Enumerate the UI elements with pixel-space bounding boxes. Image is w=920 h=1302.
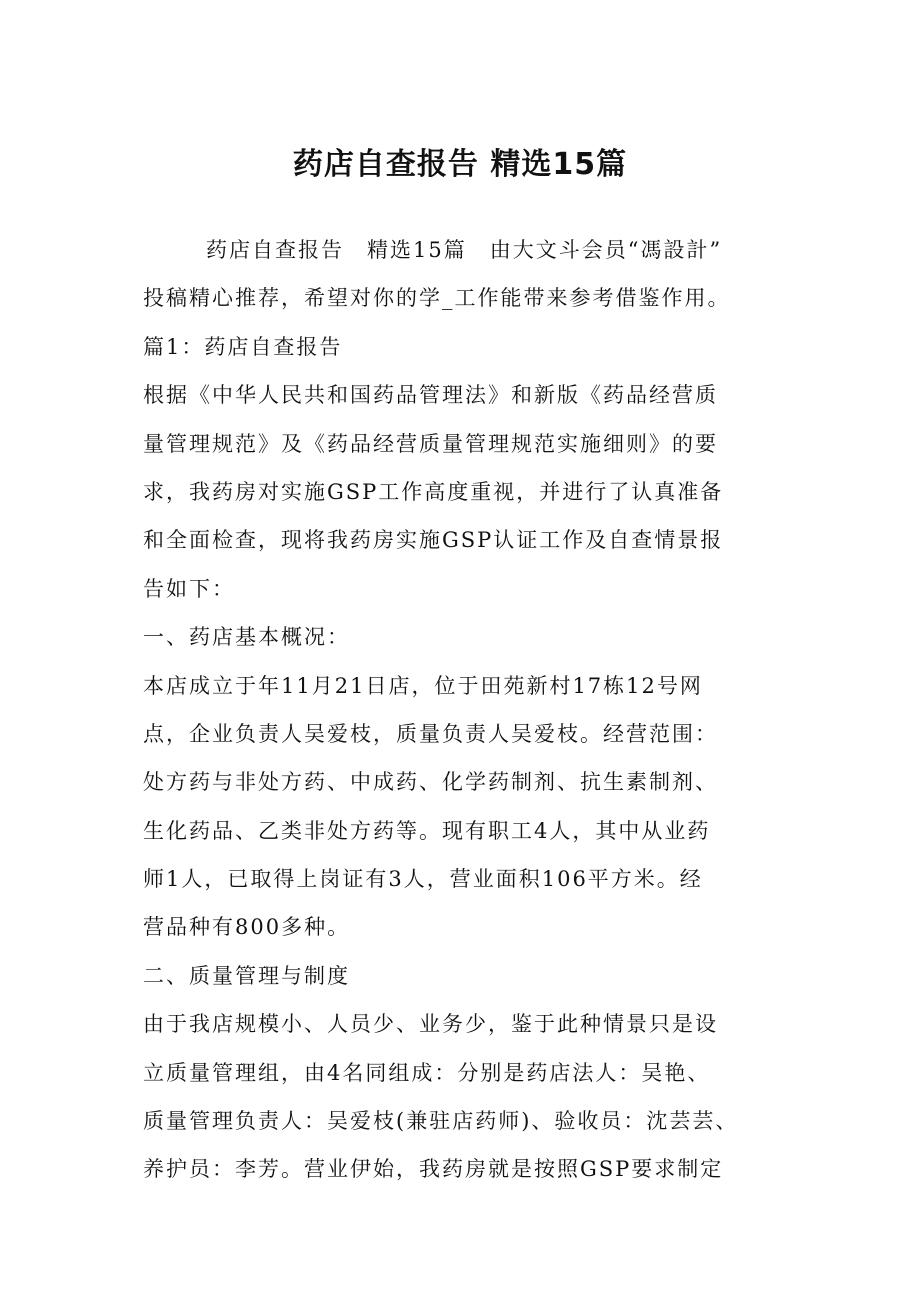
section-heading-part-1: 篇1：药店自查报告 <box>143 334 343 359</box>
section-heading-overview: 一、药店基本概况： <box>143 625 350 650</box>
paragraph-line: 和全面检查，现将我药房实施GSP认证工作及自查情景报 <box>143 528 724 553</box>
paragraph-line: 点，企业负责人吴爱枝，质量负责人吴爱枝。经营范围： <box>143 721 718 746</box>
document-body <box>143 226 783 1194</box>
paragraph-line: 由于我店规模小、人员少、业务少，鉴于此种情景只是设 <box>143 1012 718 1037</box>
paragraph-line: 立质量管理组，由4名同组成：分别是药店法人：吴艳、 <box>143 1060 711 1085</box>
paragraph-line: 本店成立于年11月21日店，位于田苑新村17栋12号网 <box>143 673 703 698</box>
paragraph-line: 营品种有800多种。 <box>143 915 351 940</box>
document-title: 药店自查报告 精选15篇 <box>292 147 628 182</box>
paragraph-line: 求，我药房对实施GSP工作高度重视，并进行了认真准备 <box>143 479 724 504</box>
paragraph-line: 量管理规范》及《药品经营质量管理规范实施细则》的要 <box>143 431 718 456</box>
paragraph-line: 告如下： <box>143 576 235 601</box>
section-heading-quality-management: 二、质量管理与制度 <box>143 963 350 988</box>
paragraph-line: 师1人，已取得上岗证有3人，营业面积106平方米。经 <box>143 867 703 892</box>
paragraph-line: 处方药与非处方药、中成药、化学药制剂、抗生素制剂、 <box>143 770 718 795</box>
paragraph-line: 质量管理负责人：吴爱枝(兼驻店药师)、验收员：沈芸芸、 <box>143 1109 739 1134</box>
paragraph-line: 养护员：李芳。营业伊始，我药房就是按照GSP要求制定 <box>143 1157 724 1182</box>
intro-line-1: 药店自查报告 精选15篇 由大文斗会员“馮設計” <box>206 238 723 262</box>
paragraph-line: 生化药品、乙类非处方药等。现有职工4人，其中从业药 <box>143 818 711 843</box>
intro-line-2: 投稿精心推荐，希望对你的学_工作能带来参考借鉴作用。 <box>143 286 731 311</box>
paragraph-line: 根据《中华人民共和国药品管理法》和新版《药品经营质 <box>143 383 718 408</box>
